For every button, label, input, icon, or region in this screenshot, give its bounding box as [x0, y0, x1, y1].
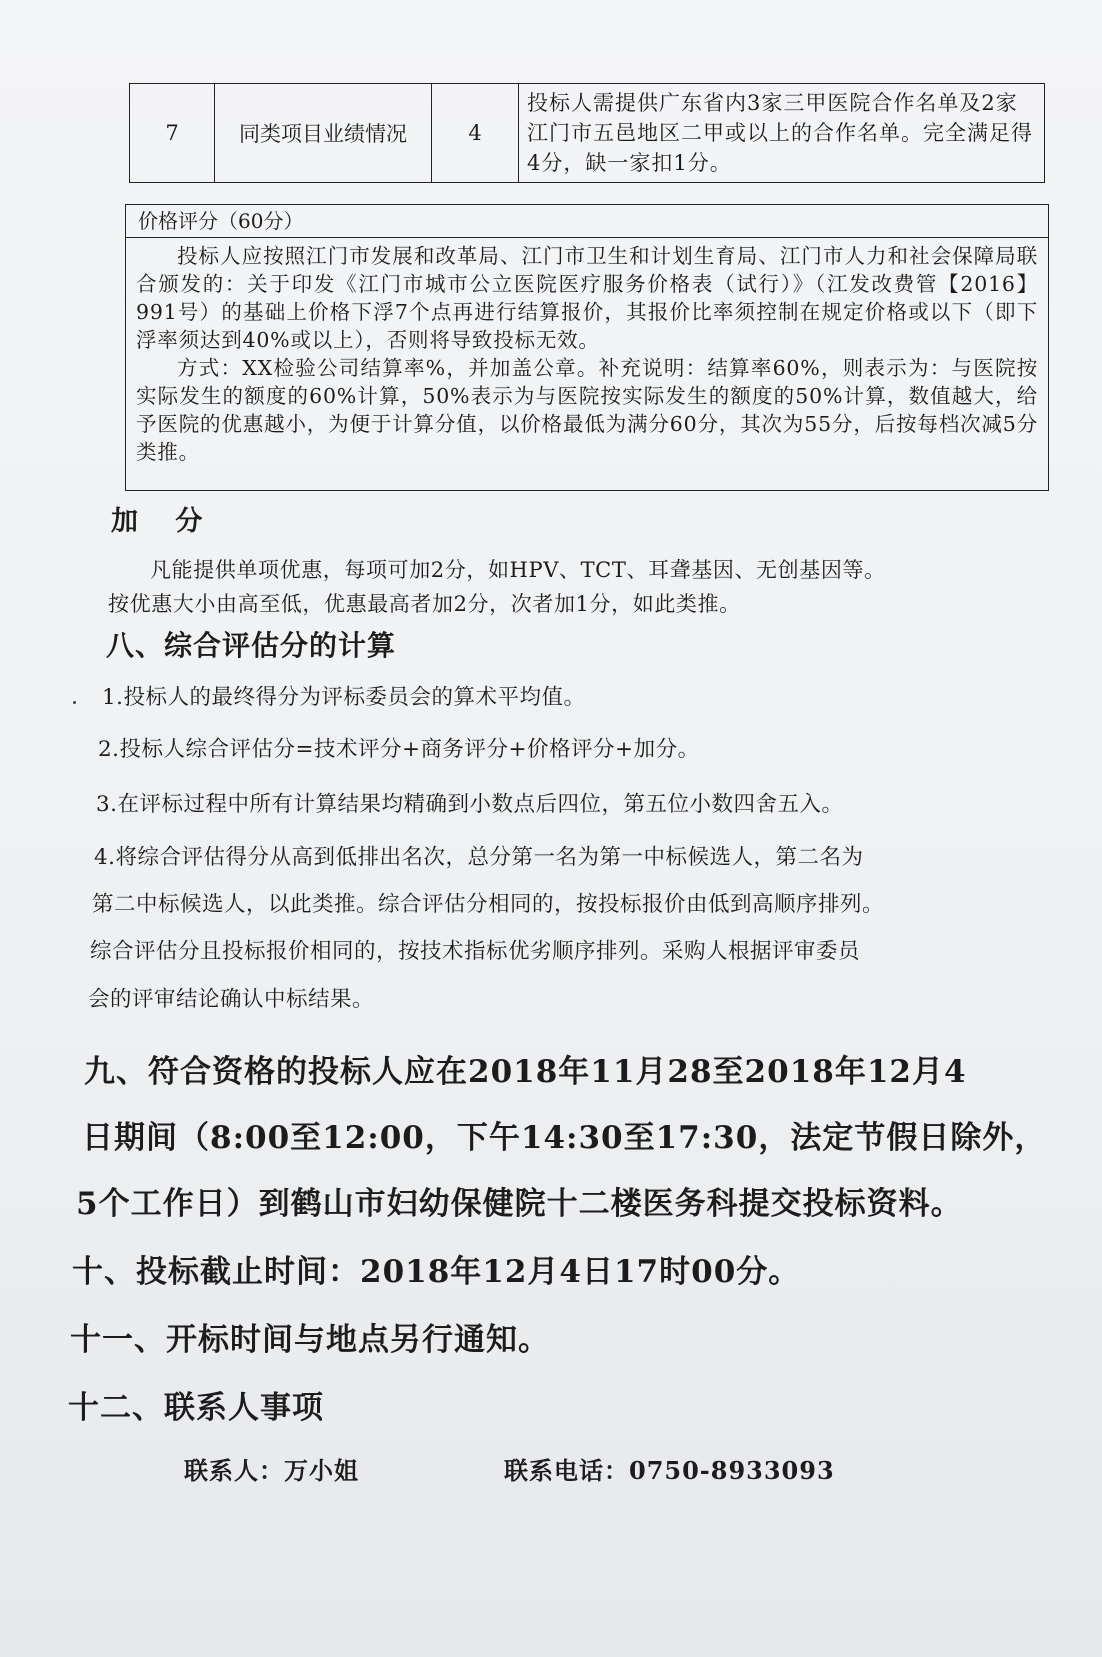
price-score-title: 价格评分（60分）	[126, 205, 1048, 238]
contact-person: 联系人：万小姐	[184, 1456, 359, 1485]
section-9-line-1: 九、符合资格的投标人应在2018年11月28至2018年12月4	[84, 1054, 967, 1090]
bonus-heading: 加 分	[111, 506, 217, 537]
list-item: 第二中标候选人，以此类推。综合评估分相同的，按投标报价由低到高顺序排列。	[92, 892, 885, 917]
table-row	[130, 84, 1045, 183]
bonus-line-1: 凡能提供单项优惠，每项可加2分，如HPV、TCT、耳聋基因、无创基因等。	[150, 558, 886, 582]
ink-dot	[73, 701, 76, 704]
price-paragraph-2: 方式：XX检验公司结算率%，并加盖公章。补充说明：结算率60%，则表示为：与医院按实际发生的额度的60%计算，50%表示为与医院按实际发生的额度的50%计算，数值越大，给予医院的优惠越小，为便于计算分值，以价格最低为满分60分，其次为55分，后按每档次减5分类推。	[136, 356, 1038, 464]
score-table	[129, 83, 1045, 183]
list-item: 3.在评标过程中所有计算结果均精确到小数点后四位，第五位小数四舍五入。	[96, 792, 844, 817]
price-paragraph-1: 投标人应按照江门市发展和改革局、江门市卫生和计划生育局、江门市人力和社会保障局联合颁发的：关于印发《江门市城市公立医院医疗服务价格表（试行）》（江发改费管【2016】991号）的基础上价格下浮7个点再进行结算报价，其报价比率须控制在规定价格或以下（即下浮率须达到40%或以上），否则将导致投标无效。	[136, 244, 1038, 352]
section-8-heading: 八、综合评估分的计算	[106, 629, 397, 662]
list-item: 4.将综合评估得分从高到低排出名次，总分第一名为第一中标候选人，第二名为	[94, 845, 864, 870]
section-9-line-2: 日期间（8:00至12:00，下午14:30至17:30，法定节假日除外，	[82, 1120, 1047, 1156]
list-item: 2.投标人综合评估分=技术评分+商务评分+价格评分+加分。	[98, 737, 700, 762]
list-item: 综合评估分且投标报价相同的，按技术指标优劣顺序排列。采购人根据评审委员	[90, 939, 861, 964]
contact-phone: 联系电话：0750-8933093	[504, 1456, 835, 1485]
row-points: 4	[432, 84, 519, 183]
section-12: 十二、联系人事项	[68, 1390, 324, 1426]
row-description: 投标人需提供广东省内3家三甲医院合作名单及2家江门市五邑地区二甲或以上的合作名单。完全满足得4分，缺一家扣1分。	[519, 84, 1045, 183]
list-item: 1.投标人的最终得分为评标委员会的算术平均值。	[102, 685, 586, 710]
bonus-body	[108, 553, 1008, 621]
bonus-line-2: 按优惠大小由高至低，优惠最高者加2分，次者加1分，如此类推。	[108, 592, 741, 616]
row-number: 7	[130, 84, 215, 183]
row-item: 同类项目业绩情况	[215, 84, 432, 183]
price-score-body	[126, 238, 1048, 466]
list-item: 会的评审结论确认中标结果。	[88, 987, 375, 1012]
section-9-line-3: 5个工作日）到鹤山市妇幼保健院十二楼医务科提交投标资料。	[76, 1186, 963, 1222]
section-11: 十一、开标时间与地点另行通知。	[70, 1322, 550, 1358]
section-10: 十、投标截止时间：2018年12月4日17时00分。	[72, 1254, 801, 1290]
price-score-box	[125, 204, 1049, 491]
